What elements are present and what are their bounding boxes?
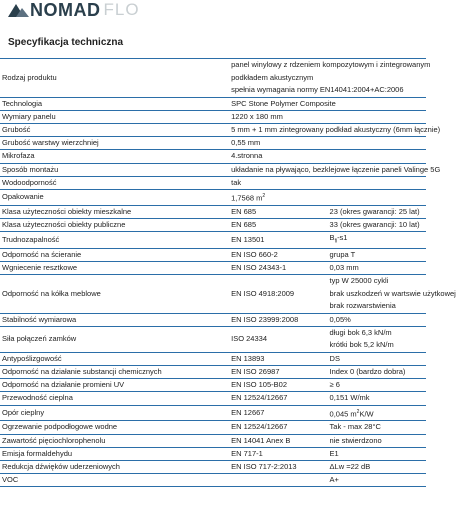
spec-result bbox=[328, 447, 426, 460]
spec-result-text: ≥ 6 bbox=[329, 380, 340, 390]
spec-label: Sposób montażu bbox=[0, 163, 229, 176]
spec-label: Siła połączeń zamków bbox=[0, 326, 229, 352]
table-row bbox=[0, 275, 426, 314]
spec-result bbox=[328, 460, 426, 473]
spec-result-tail: K/W bbox=[359, 409, 374, 419]
spec-value bbox=[229, 59, 431, 98]
spec-label: Ogrzewanie podpodłogowe wodne bbox=[0, 421, 229, 434]
spec-norm: EN ISO 717-2:2013 bbox=[229, 460, 327, 473]
table-row bbox=[0, 474, 426, 487]
table-row bbox=[0, 261, 426, 274]
table-row bbox=[0, 176, 426, 189]
spec-result bbox=[328, 474, 426, 487]
mountain-logo-icon bbox=[8, 3, 30, 17]
table-row bbox=[0, 392, 426, 405]
spec-result-text: 0,151 W/mk bbox=[329, 393, 370, 403]
spec-result bbox=[328, 275, 456, 314]
spec-result bbox=[328, 352, 426, 365]
spec-norm: ISO 24334 bbox=[229, 326, 327, 352]
table-row bbox=[0, 189, 426, 205]
spec-label: Zawartość pięciochlorophenolu bbox=[0, 434, 229, 447]
spec-norm: EN 12524/12667 bbox=[229, 421, 327, 434]
table-row bbox=[0, 447, 426, 460]
spec-norm: EN 14041 Anex B bbox=[229, 434, 327, 447]
table-row bbox=[0, 97, 426, 110]
spec-result-sub: fl bbox=[334, 238, 338, 245]
spec-value bbox=[229, 150, 426, 163]
spec-label: Antypoślizgowość bbox=[0, 352, 229, 365]
brand-name-light: FLO bbox=[103, 0, 140, 19]
spec-label: Technologia bbox=[0, 97, 229, 110]
spec-result bbox=[328, 405, 426, 421]
table-row bbox=[0, 205, 426, 218]
page-title: Specyfikacja techniczna bbox=[8, 37, 124, 48]
table-row bbox=[0, 405, 426, 421]
spec-norm: EN 12667 bbox=[229, 405, 327, 421]
table-row bbox=[0, 59, 426, 98]
spec-result bbox=[328, 205, 426, 218]
spec-label: Mikrofaza bbox=[0, 150, 229, 163]
spec-norm: EN 12524/12667 bbox=[229, 392, 327, 405]
spec-label: Grubość bbox=[0, 123, 229, 136]
table-row bbox=[0, 150, 426, 163]
spec-label: Klasa użyteczności obiekty publiczne bbox=[0, 218, 229, 231]
spec-label: VOC bbox=[0, 474, 229, 487]
spec-label: Trudnozapalność bbox=[0, 232, 229, 249]
spec-label: Emisja formaldehydu bbox=[0, 447, 229, 460]
spec-result-line: krótki bok 5,2 kN/m bbox=[329, 340, 394, 350]
spec-norm: EN ISO 23999:2008 bbox=[229, 313, 327, 326]
table-row bbox=[0, 460, 426, 473]
spec-result-line: typ W 25000 cykli bbox=[329, 276, 389, 286]
table-row bbox=[0, 218, 426, 231]
spec-result-line: brak rozwarstwienia bbox=[329, 301, 396, 311]
spec-result-text: DS bbox=[329, 353, 340, 363]
spec-result bbox=[328, 218, 426, 231]
spec-value-text: układanie na pływająco, bezklejowe łączenie paneli Valinge 5G bbox=[231, 164, 441, 174]
table-row bbox=[0, 326, 426, 352]
spec-value-text: 5 mm + 1 mm zintegrowany podkład akustyczny (6mm łącznie) bbox=[231, 124, 441, 134]
spec-result bbox=[328, 232, 426, 249]
spec-value bbox=[229, 97, 426, 110]
spec-value bbox=[229, 163, 441, 176]
table-row bbox=[0, 313, 426, 326]
spec-norm: EN 13501 bbox=[229, 232, 327, 249]
spec-norm: EN 13893 bbox=[229, 352, 327, 365]
spec-label: Grubość warstwy wierzchniej bbox=[0, 137, 229, 150]
spec-result bbox=[328, 379, 426, 392]
spec-label: Odporność na działanie promieni UV bbox=[0, 379, 229, 392]
brand-name-bold: NOMAD bbox=[30, 0, 101, 20]
spec-value-text: tak bbox=[231, 177, 242, 187]
spec-result bbox=[328, 248, 426, 261]
spec-value-line: panel winylowy z rdzeniem kompozytowym i zintegrowanym bbox=[231, 60, 431, 69]
spec-label: Wgniecenie resztkowe bbox=[0, 261, 229, 274]
spec-result-text: 23 (okres gwarancji: 25 lat) bbox=[329, 206, 420, 216]
table-row bbox=[0, 248, 426, 261]
spec-result-text: grupa T bbox=[329, 249, 356, 259]
spec-result bbox=[328, 434, 426, 447]
table-row bbox=[0, 123, 426, 136]
spec-result bbox=[328, 261, 426, 274]
spec-result bbox=[328, 313, 426, 326]
spec-result-text: nie stwierdzono bbox=[329, 435, 382, 445]
spec-label: Redukcja dźwięków uderzeniowych bbox=[0, 460, 229, 473]
spec-norm: EN 685 bbox=[229, 205, 327, 218]
table-row bbox=[0, 434, 426, 447]
spec-value-text: SPC Stone Polymer Composite bbox=[231, 98, 336, 108]
spec-label: Wodoodporność bbox=[0, 176, 229, 189]
table-row bbox=[0, 379, 426, 392]
table-row bbox=[0, 232, 426, 249]
spec-result-text: A+ bbox=[329, 475, 339, 485]
spec-label: Rodzaj produktu bbox=[0, 59, 229, 98]
spec-result-text: 0,03 mm bbox=[329, 262, 359, 272]
table-row bbox=[0, 110, 426, 123]
spec-label: Opór cieplny bbox=[0, 405, 229, 421]
spec-value bbox=[229, 137, 426, 150]
spec-result-tail: -s1 bbox=[337, 233, 348, 243]
spec-label: Opakowanie bbox=[0, 189, 229, 205]
spec-label: Odporność na działanie substancji chemicznych bbox=[0, 366, 229, 379]
spec-value-text: 4.stronna bbox=[231, 151, 263, 161]
spec-norm: EN ISO 105-B02 bbox=[229, 379, 327, 392]
spec-value bbox=[229, 189, 426, 205]
spec-value bbox=[229, 110, 426, 123]
table-row bbox=[0, 163, 426, 176]
spec-result-line: długi bok 6,3 kN/m bbox=[329, 327, 392, 337]
spec-value-sup: 2 bbox=[262, 192, 266, 199]
spec-norm bbox=[229, 474, 327, 487]
spec-norm: EN 685 bbox=[229, 218, 327, 231]
spec-result-text: 0,045 m bbox=[329, 409, 357, 419]
table-row bbox=[0, 366, 426, 379]
spec-label: Odporność na kółka meblowe bbox=[0, 275, 229, 314]
spec-table bbox=[0, 58, 456, 487]
spec-result-line: brak uszkodzeń w wartswie użytkowej bbox=[329, 288, 456, 298]
spec-result bbox=[328, 366, 426, 379]
brand-logo bbox=[8, 2, 140, 18]
spec-value-text: 1220 x 180 mm bbox=[231, 111, 283, 121]
spec-norm: EN 717-1 bbox=[229, 447, 327, 460]
spec-result bbox=[328, 421, 426, 434]
spec-result-text: Tak - max 28°C bbox=[329, 422, 381, 432]
spec-norm: EN ISO 4918:2009 bbox=[229, 275, 327, 314]
spec-norm: EN ISO 24343-1 bbox=[229, 261, 327, 274]
spec-result-text: ΔLw =22 dB bbox=[329, 461, 371, 471]
spec-result bbox=[328, 392, 426, 405]
spec-label: Przewodność cieplna bbox=[0, 392, 229, 405]
table-row bbox=[0, 352, 426, 365]
spec-label: Odporność na ścieranie bbox=[0, 248, 229, 261]
spec-label: Stabilność wymiarowa bbox=[0, 313, 229, 326]
spec-result-text: Index 0 (bardzo dobra) bbox=[329, 367, 406, 377]
spec-value bbox=[229, 176, 426, 189]
spec-value-text: 0,55 mm bbox=[231, 138, 261, 148]
spec-label: Klasa użyteczności obiekty mieszkalne bbox=[0, 205, 229, 218]
spec-value-line: podkładem akustycznym bbox=[231, 72, 314, 82]
spec-result-text: E1 bbox=[329, 448, 339, 458]
spec-value-text: 1,7568 m bbox=[231, 193, 263, 203]
spec-result-text: 33 (okres gwarancji: 10 lat) bbox=[329, 219, 420, 229]
spec-result bbox=[328, 326, 426, 352]
table-row bbox=[0, 137, 426, 150]
table-row bbox=[0, 421, 426, 434]
spec-label: Wymiary panelu bbox=[0, 110, 229, 123]
spec-value bbox=[229, 123, 441, 136]
spec-norm: EN ISO 26987 bbox=[229, 366, 327, 379]
spec-value-line: spełnia wymagania normy EN14041:2004+AC:2006 bbox=[231, 85, 404, 94]
spec-result-sup: 2 bbox=[356, 408, 360, 415]
spec-result-text: B bbox=[329, 233, 335, 243]
spec-result-text: 0,05% bbox=[329, 314, 351, 324]
spec-norm: EN ISO 660-2 bbox=[229, 248, 327, 261]
